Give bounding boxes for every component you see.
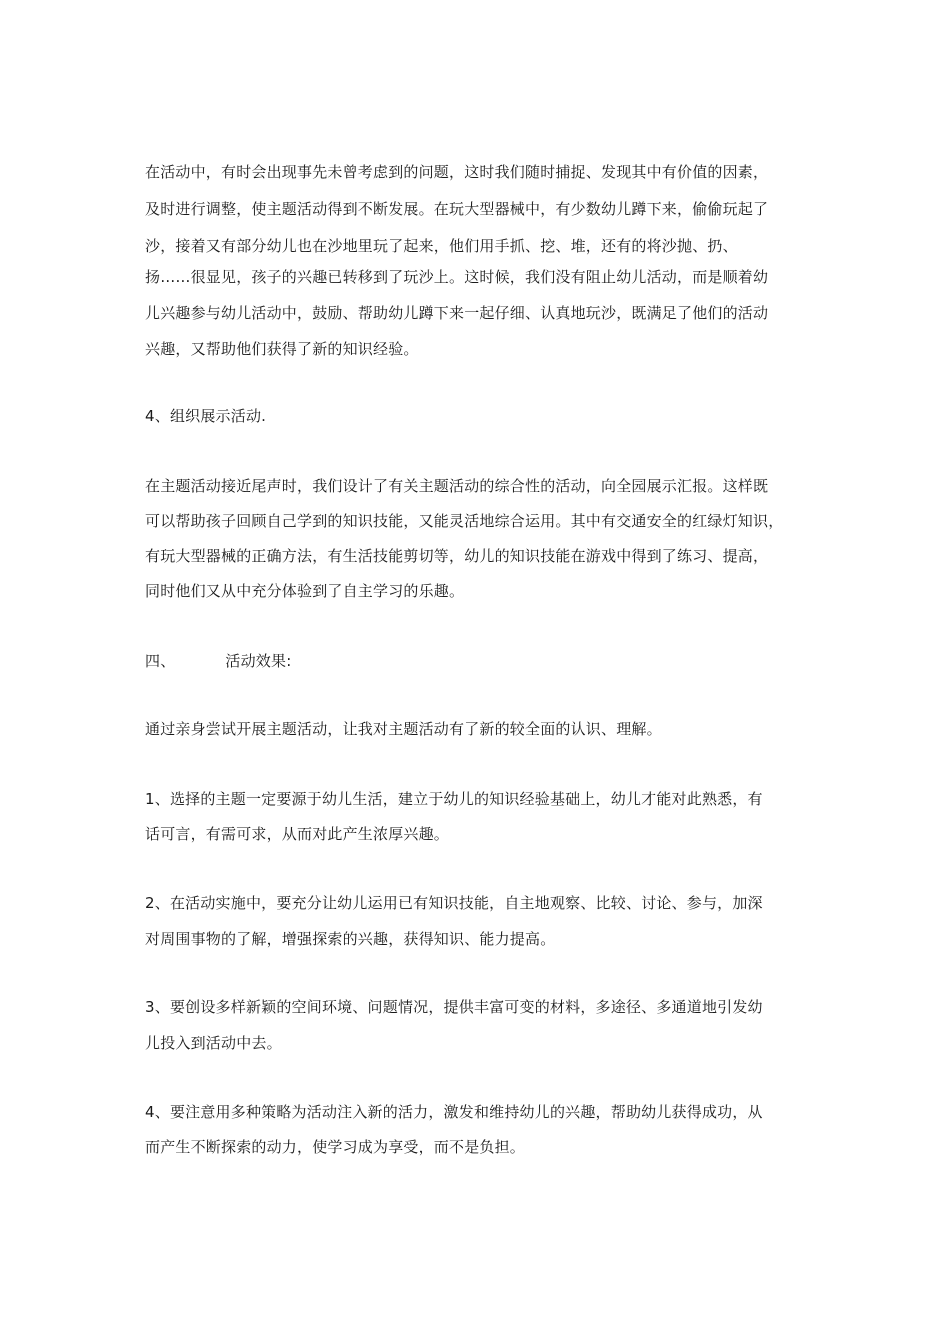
list-item-line: 4、要注意用多种策略为活动注入新的活力，激发和维持幼儿的兴趣，帮助幼儿获得成功，从 — [145, 1103, 763, 1121]
heading-text: 活动效果: — [225, 652, 292, 670]
list-item-line: 1、选择的主题一定要源于幼儿生活，建立于幼儿的知识经验基础上，幼儿才能对此熟悉，有 — [145, 790, 763, 808]
paragraph-line: 扬……很显见，孩子的兴趣已转移到了玩沙上。这时候，我们没有阻止幼儿活动，而是顺着幼 — [145, 268, 769, 286]
list-item-line: 2、在活动实施中，要充分让幼儿运用已有知识技能，自主地观察、比较、讨论、参与，加深 — [145, 894, 763, 912]
paragraph-line: 可以帮助孩子回顾自己学到的知识技能，又能灵活地综合运用。其中有交通安全的红绿灯知识， — [145, 512, 784, 530]
paragraph-line: 及时进行调整，使主题活动得到不断发展。在玩大型器械中，有少数幼儿蹲下来，偷偷玩起了 — [145, 200, 769, 218]
paragraph-line: 在主题活动接近尾声时，我们设计了有关主题活动的综合性的活动，向全园展示汇报。这样既 — [145, 477, 769, 495]
paragraph-line: 沙，接着又有部分幼儿也在沙地里玩了起来，他们用手抓、挖、堆，还有的将沙抛、扔、 — [145, 237, 738, 255]
list-item-line: 而产生不断探索的动力，使学习成为享受，而不是负担。 — [145, 1138, 526, 1156]
list-item-line: 3、要创设多样新颖的空间环境、问题情况，提供丰富可变的材料，多途径、多通道地引发幼 — [145, 998, 763, 1016]
list-item-line: 话可言，有需可求，从而对此产生浓厚兴趣。 — [145, 825, 450, 843]
paragraph-line: 兴趣，又帮助他们获得了新的知识经验。 — [145, 340, 419, 358]
paragraph-line: 在活动中，有时会出现事先未曾考虑到的问题，这时我们随时捕捉、发现其中有价值的因素， — [145, 163, 769, 181]
list-item-line: 对周围事物的了解，增强探索的兴趣，获得知识、能力提高。 — [145, 930, 556, 948]
heading-number: 四、 — [145, 652, 176, 670]
paragraph-line: 儿兴趣参与幼儿活动中，鼓励、帮助幼儿蹲下来一起仔细、认真地玩沙，既满足了他们的活动 — [145, 304, 769, 322]
paragraph-line: 同时他们又从中充分体验到了自主学习的乐趣。 — [145, 582, 465, 600]
section-heading — [145, 651, 291, 671]
section-heading: 4、组织展示活动. — [145, 407, 267, 425]
paragraph-line: 通过亲身尝试开展主题活动，让我对主题活动有了新的较全面的认识、理解。 — [145, 720, 662, 738]
paragraph-line: 有玩大型器械的正确方法，有生活技能剪切等，幼儿的知识技能在游戏中得到了练习、提高， — [145, 547, 769, 565]
list-item-line: 儿投入到活动中去。 — [145, 1034, 282, 1052]
